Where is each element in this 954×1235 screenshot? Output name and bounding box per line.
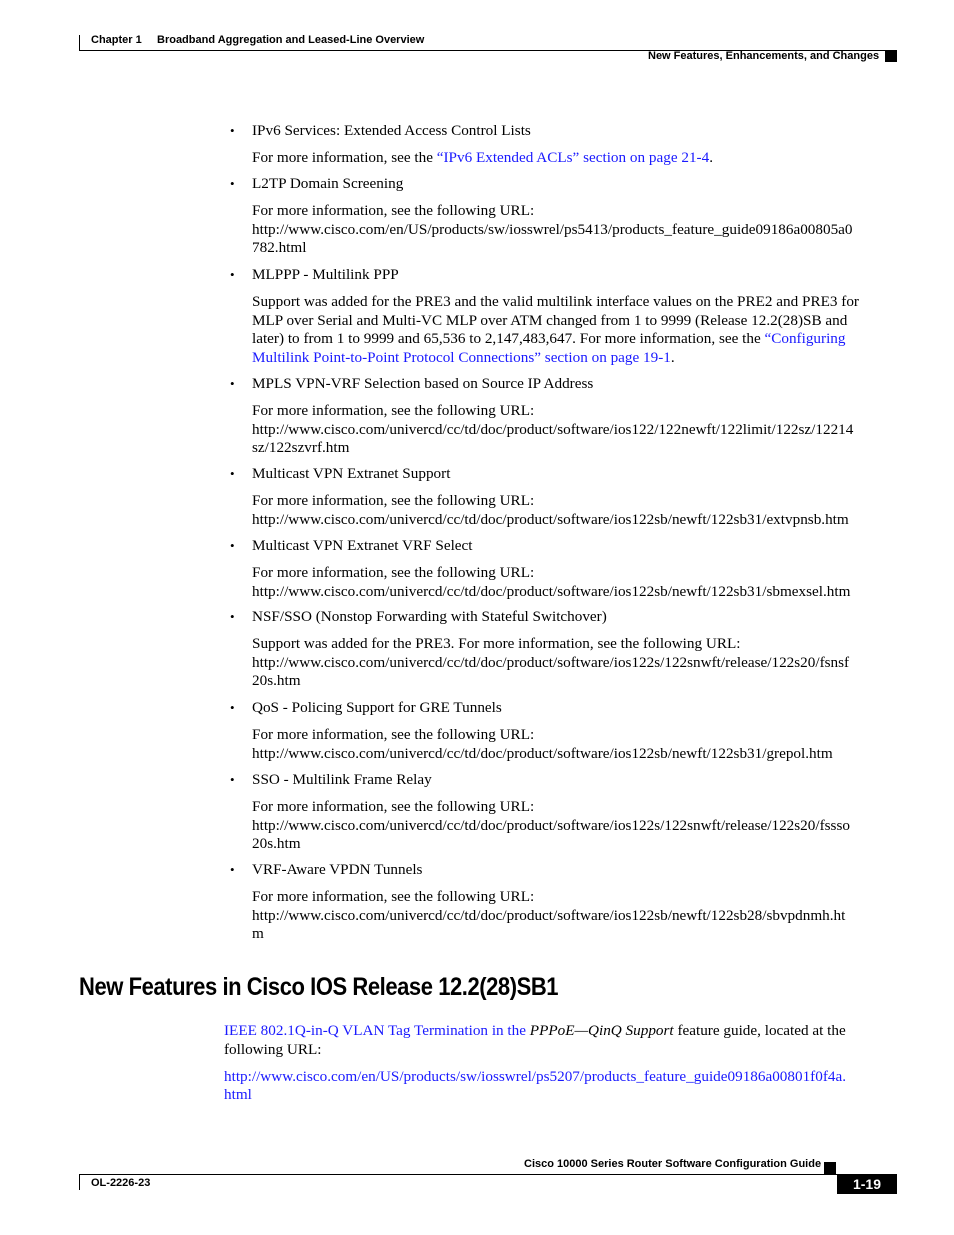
bullet-icon: • xyxy=(230,609,235,624)
detail-text: m xyxy=(252,925,264,943)
footer-left-rule xyxy=(79,1174,80,1190)
detail-text: For more information, see the xyxy=(252,149,437,166)
list-item-detail-line xyxy=(252,654,849,672)
list-item-detail-line xyxy=(252,672,301,690)
bullet-icon: • xyxy=(230,700,235,715)
list-item-detail-line xyxy=(252,202,534,220)
bullet-icon: • xyxy=(230,176,235,191)
detail-text: later) to from 1 to 9999 and 65,536 to 2,147,483,647. For more information, see the xyxy=(252,330,765,348)
detail-text: For more information, see the following URL: xyxy=(252,402,535,419)
footer-guide-title: Cisco 10000 Series Router Software Configuration Guide xyxy=(524,1158,822,1170)
list-item-detail-line xyxy=(252,583,850,601)
detail-text: For more information, see the following URL: xyxy=(252,492,535,509)
detail-text: For more information, see the following URL: xyxy=(252,888,535,905)
list-item-detail-line xyxy=(252,511,849,529)
detail-text: http://www.cisco.com/univercd/cc/td/doc/product/software/ios122s/122snwft/release/122s20/fssso xyxy=(252,816,850,834)
detail-text: For more information, see the following URL: xyxy=(252,202,535,219)
bullet-icon: • xyxy=(230,862,235,877)
header-chapter: Chapter 1 xyxy=(91,34,142,46)
detail-text: http://www.cisco.com/univercd/cc/td/doc/product/software/ios122sb/newft/122sb28/sbvpdnmh.ht xyxy=(252,906,846,924)
list-item-title: Multicast VPN Extranet VRF Select xyxy=(252,537,473,554)
list-item-title: MPLS VPN-VRF Selection based on Source IP Address xyxy=(252,375,594,392)
list-item-detail-line xyxy=(252,239,306,257)
list-item-detail-line xyxy=(252,925,264,943)
list-item-detail-line xyxy=(252,798,534,816)
cross-reference-link[interactable]: “IPv6 Extended ACLs” section on page 21-4 xyxy=(436,149,710,166)
list-item-detail-line xyxy=(252,907,845,925)
list-item-detail-line xyxy=(252,817,850,835)
feature-guide-title: PPPoE—QinQ Support xyxy=(529,1022,674,1039)
list-item-detail-line xyxy=(252,564,534,582)
list-item-detail-line xyxy=(252,293,859,311)
list-item-detail-line xyxy=(252,726,534,744)
detail-text: For more information, see the following URL: xyxy=(252,564,535,581)
header-marker xyxy=(885,50,897,62)
detail-text: Support was added for the PRE3 and the valid multilink interface values on the PRE2 and PRE3 for xyxy=(252,293,859,310)
list-item-title: SSO - Multilink Frame Relay xyxy=(252,771,432,788)
detail-text: http://www.cisco.com/univercd/cc/td/doc/product/software/ios122sb/newft/122sb31/grepol.htm xyxy=(252,744,833,762)
list-item-detail-line xyxy=(252,888,534,906)
list-item-title: L2TP Domain Screening xyxy=(252,175,404,192)
list-item-detail-line xyxy=(252,421,853,439)
list-item-title: Multicast VPN Extranet Support xyxy=(252,465,451,482)
list-item-detail-line xyxy=(252,330,846,348)
detail-text: 782.html xyxy=(252,239,307,257)
list-item-detail-line xyxy=(252,312,847,330)
section-body-line2: following URL: xyxy=(224,1041,322,1058)
cross-reference-link[interactable]: Multilink Point-to-Point Protocol Connections” section on page 19-1 xyxy=(252,348,671,366)
list-item-detail-line xyxy=(252,221,853,239)
detail-text: 20s.htm xyxy=(252,672,301,690)
list-item-title: VRF-Aware VPDN Tunnels xyxy=(252,861,423,878)
footer-rule xyxy=(79,1174,897,1175)
list-item-title: NSF/SSO (Nonstop Forwarding with Stateful Switchover) xyxy=(252,608,607,625)
detail-text: http://www.cisco.com/univercd/cc/td/doc/product/software/ios122s/122snwft/release/122s20/fsnsf xyxy=(252,653,850,671)
footer-doc-number: OL-2226-23 xyxy=(91,1177,151,1189)
detail-text: http://www.cisco.com/univercd/cc/td/doc/product/software/ios122sb/newft/122sb31/extvpnsb.htm xyxy=(252,510,849,528)
detail-text: http://www.cisco.com/univercd/cc/td/doc/product/software/ios122/122newft/122limit/122sz/12214 xyxy=(252,420,854,438)
detail-text-end: . xyxy=(670,348,675,366)
detail-text: For more information, see the following URL: xyxy=(252,798,535,815)
section-body-text: feature guide, located at the xyxy=(673,1022,846,1039)
list-item-title: IPv6 Services: Extended Access Control Lists xyxy=(252,122,531,139)
header-left-rule xyxy=(79,35,80,51)
list-item-detail-line xyxy=(252,835,301,853)
header-chapter-title: Broadband Aggregation and Leased-Line Overview xyxy=(157,34,425,46)
detail-text: http://www.cisco.com/en/US/products/sw/iosswrel/ps5413/products_feature_guide09186a00805a0 xyxy=(252,220,853,238)
detail-text: Support was added for the PRE3. For more information, see the following URL: xyxy=(252,635,741,652)
list-item-title: MLPPP - Multilink PPP xyxy=(252,266,399,283)
qinq-link[interactable]: IEEE 802.1Q-in-Q VLAN Tag Termination in the xyxy=(224,1022,530,1039)
detail-text: 20s.htm xyxy=(252,835,301,853)
detail-text: For more information, see the following URL: xyxy=(252,726,535,743)
footer-marker xyxy=(824,1162,836,1174)
url-link-line2[interactable]: html xyxy=(224,1086,252,1103)
detail-text: http://www.cisco.com/univercd/cc/td/doc/product/software/ios122sb/newft/122sb31/sbmexsel.htm xyxy=(252,582,851,600)
list-item-detail-line xyxy=(252,349,675,367)
page-number: 1-19 xyxy=(837,1174,897,1194)
url-link-line1[interactable]: http://www.cisco.com/en/US/products/sw/iosswrel/ps5207/products_feature_guide09186a00801f0f4a. xyxy=(224,1068,847,1085)
list-item-detail-line xyxy=(252,745,833,763)
bullet-icon: • xyxy=(230,538,235,553)
list-item-detail-line xyxy=(252,439,349,457)
header-section: New Features, Enhancements, and Changes xyxy=(648,50,880,62)
list-item-title: QoS - Policing Support for GRE Tunnels xyxy=(252,699,502,716)
list-item-detail-line xyxy=(252,635,740,653)
list-item-detail-line xyxy=(252,402,534,420)
bullet-icon: • xyxy=(230,376,235,391)
section-heading: New Features in Cisco IOS Release 12.2(28)SB1 xyxy=(79,973,559,1001)
bullet-icon: • xyxy=(230,772,235,787)
bullet-icon: • xyxy=(230,267,235,282)
detail-text: sz/122szvrf.htm xyxy=(252,439,350,457)
detail-text-end: . xyxy=(709,149,714,166)
bullet-icon: • xyxy=(230,123,235,138)
section-body-line1 xyxy=(224,1022,846,1040)
cross-reference-link[interactable]: “Configuring xyxy=(764,330,846,348)
detail-text: MLP over Serial and Multi-VC MLP over ATM changed from 1 to 9999 (Release 12.2(28)SB and xyxy=(252,311,848,329)
list-item-detail-line xyxy=(252,149,713,167)
bullet-icon: • xyxy=(230,466,235,481)
list-item-detail-line xyxy=(252,492,534,510)
